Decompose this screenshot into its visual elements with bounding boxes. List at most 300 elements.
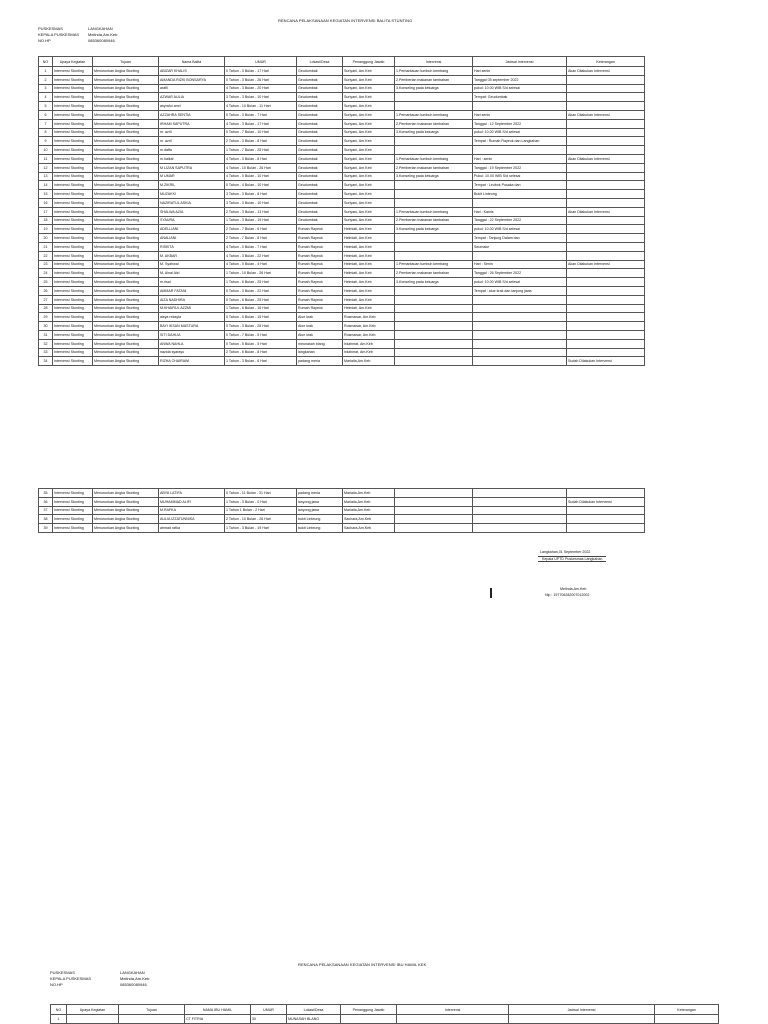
table-cell: Irdahmat, Am.Keb xyxy=(343,348,395,357)
table-row xyxy=(39,190,645,199)
table-cell xyxy=(567,339,645,348)
table-cell: 3.Konseling pada keluarga xyxy=(395,172,473,181)
table-cell: AMANDA RIZKI BONSARYA xyxy=(159,75,225,84)
table-cell: 32 xyxy=(39,339,53,348)
table-cell: 9 xyxy=(39,137,53,146)
table-row xyxy=(39,234,645,243)
cursor-mark xyxy=(490,588,492,598)
table-cell: 1 Tahun - 7 Bulan - 25 Hari xyxy=(225,146,297,155)
table-row xyxy=(39,339,645,348)
table-cell: 10 xyxy=(39,146,53,155)
table-cell: Intervensi Stunting xyxy=(53,207,93,216)
table-cell: Intervensi Stunting xyxy=(53,137,93,146)
column-header: UMUR xyxy=(225,57,297,67)
table-cell: BAYI IKSAN MASTURA xyxy=(159,322,225,331)
table-cell: 2.Pemberian makanan tambahan xyxy=(395,216,473,225)
table-cell xyxy=(473,348,567,357)
table-row xyxy=(39,128,645,137)
table-cell xyxy=(567,515,645,524)
table-cell: CT FITRIA xyxy=(185,1015,251,1024)
table-cell xyxy=(395,286,473,295)
table-cell: ANWA NAHLA xyxy=(159,339,225,348)
table-cell: Suriyani, Am.Keb xyxy=(343,128,395,137)
table-cell: pukul: 10.00 WIB S/d selesai xyxy=(473,278,567,287)
table-cell: Menurunkan Angka Stunting xyxy=(93,322,159,331)
table-cell xyxy=(395,506,473,515)
table-cell: Tempat: Geudumbak xyxy=(473,93,567,102)
table-cell: 3 xyxy=(39,84,53,93)
table-cell: 22 xyxy=(39,251,53,260)
table-cell: 39 xyxy=(39,524,53,533)
table-cell: AZWAR AULIA xyxy=(159,93,225,102)
table-cell: Suriyani, Am.Keb xyxy=(343,93,395,102)
table-cell: ABYA LATIFA xyxy=(159,489,225,498)
table-row xyxy=(39,163,645,172)
table-cell: Tempat : alue krak dan tanjong jawa xyxy=(473,286,567,295)
table-cell: Hari : Kamis xyxy=(473,207,567,216)
table-cell: nazida syarayu xyxy=(159,348,225,357)
info2-value-kepala: Melinda,Am.Keb xyxy=(120,976,150,981)
table-cell xyxy=(395,102,473,111)
table-cell: Tempat : Rumah Rayeuk dan Langkahan xyxy=(473,137,567,146)
table-cell: 1 xyxy=(39,67,53,76)
table-cell: Menurunkan Angka Stunting xyxy=(93,234,159,243)
column-header: NAMA IBU HAMIL xyxy=(185,1005,251,1015)
table-header-row xyxy=(39,57,645,67)
table-cell: 26 xyxy=(39,286,53,295)
table-row xyxy=(39,357,645,366)
table-cell xyxy=(567,216,645,225)
table-cell xyxy=(395,198,473,207)
table-cell: Menurunkan Angka Stunting xyxy=(93,304,159,313)
table-cell: 2 Tahun - 10 Bulan - 26 Hari xyxy=(225,515,297,524)
table-cell: Helmiati, Am.Keb xyxy=(343,295,395,304)
table-cell: Geudumbak xyxy=(297,93,343,102)
table-cell: Alue krak xyxy=(297,313,343,322)
table-cell: Tanggal : 19 September 2022 xyxy=(473,163,567,172)
table-cell: 16 xyxy=(39,198,53,207)
table-cell: 4 Tahun - 0 Bulan - 4 Hari xyxy=(225,260,297,269)
table-cell: Suriyani, Am.Keb xyxy=(343,75,395,84)
table-row xyxy=(39,330,645,339)
column-header: Keterangan xyxy=(655,1005,719,1015)
table-cell: SHALWA AZIA xyxy=(159,207,225,216)
table-cell: Intervensi Stunting xyxy=(53,181,93,190)
table-cell: Intervensi Stunting xyxy=(53,313,93,322)
table-row xyxy=(39,137,645,146)
table-cell xyxy=(473,322,567,331)
table-cell: 37 xyxy=(39,506,53,515)
table-cell: Rosmawar, Am.Keb xyxy=(343,322,395,331)
table-row xyxy=(39,172,645,181)
table-cell xyxy=(395,348,473,357)
table-cell: Menurunkan Angka Stunting xyxy=(93,225,159,234)
table-cell xyxy=(395,304,473,313)
table-cell xyxy=(567,234,645,243)
table-cell: Helmiati, Am.Keb xyxy=(343,251,395,260)
table-row xyxy=(39,278,645,287)
table-cell xyxy=(567,119,645,128)
table-cell: Tanggal : 26 September 2022 xyxy=(473,269,567,278)
table-cell xyxy=(395,190,473,199)
info-label-kepala: KEPALA PUSKESMAS xyxy=(38,32,80,37)
column-header: Lokasi/Desa xyxy=(297,57,343,67)
table-cell: Menurunkan Angka Stunting xyxy=(93,198,159,207)
table-cell: Helmiati, Am.Keb xyxy=(343,225,395,234)
table-cell: 1.Pemantauan tumbuh kembang xyxy=(395,154,473,163)
table-cell: M. AKBAR xyxy=(159,251,225,260)
table-cell: Intervensi Stunting xyxy=(53,102,93,111)
table-cell: 1 Tahun - 3 Bulan - 6 Hari xyxy=(225,357,297,366)
table-cell: Suriyani, Am.Keb xyxy=(343,207,395,216)
stunting-table xyxy=(38,56,645,366)
table-cell: Tempat : Leubok Pusaka dan xyxy=(473,181,567,190)
table-cell xyxy=(567,251,645,260)
table-row xyxy=(39,102,645,111)
info2-label-nohp: NO.HP xyxy=(50,982,63,987)
table-cell: 24 xyxy=(39,269,53,278)
table-cell xyxy=(473,357,567,366)
table-cell xyxy=(395,330,473,339)
table-cell xyxy=(473,146,567,155)
table-cell xyxy=(67,1015,119,1024)
table-cell: Akan Dilakukan Intervensi xyxy=(567,110,645,119)
table-cell xyxy=(567,225,645,234)
table-cell: 1 Tahun - 6 Bulan - 16 Hari xyxy=(225,304,297,313)
table-cell: Menurunkan Angka Stunting xyxy=(93,357,159,366)
table-cell xyxy=(567,313,645,322)
table-cell: 36 xyxy=(39,497,53,506)
table-row xyxy=(39,348,645,357)
column-header: Tujuan xyxy=(119,1005,185,1015)
column-header: NO xyxy=(51,1005,67,1015)
table-cell: Rumah Rayeuk xyxy=(297,278,343,287)
table-cell xyxy=(567,269,645,278)
table-row xyxy=(39,181,645,190)
table-cell: AMMAR FATANI xyxy=(159,286,225,295)
table-cell: Marlaila,Am.Keb xyxy=(343,489,395,498)
table-cell: 4 Tahun - 3 Bulan - 17 Hari xyxy=(225,119,297,128)
table-cell xyxy=(473,304,567,313)
table-cell xyxy=(567,524,645,533)
table-cell: ANALIANI xyxy=(159,234,225,243)
table-cell: Suriyani, Am.Keb xyxy=(343,102,395,111)
table-cell: Menurunkan Angka Stunting xyxy=(93,207,159,216)
table-cell: M UMAR xyxy=(159,172,225,181)
table-cell: Intervensi Stunting xyxy=(53,506,93,515)
table-cell: Suriyani, Am.Keb xyxy=(343,172,395,181)
table-cell: Intervensi Stunting xyxy=(53,251,93,260)
table-cell: 23 xyxy=(39,260,53,269)
table-cell: 4 Tahun - 3 Bulan - 8 Hari xyxy=(225,154,297,163)
table-cell: Intervensi Stunting xyxy=(53,93,93,102)
table-cell: Helmiati, Am.Keb xyxy=(343,286,395,295)
table-cell: padang meria xyxy=(297,357,343,366)
stunting-table-continued xyxy=(38,488,645,533)
table-cell: Intervensi Stunting xyxy=(53,339,93,348)
table-cell: 0 Tahun - 3 Bulan - 28 Hari xyxy=(225,322,297,331)
column-header: Intervensi xyxy=(397,1005,509,1015)
table-cell: Intervensi Stunting xyxy=(53,348,93,357)
table-cell: Menurunkan Angka Stunting xyxy=(93,260,159,269)
table-cell: Suriyani, Am.Keb xyxy=(343,198,395,207)
table-cell xyxy=(473,489,567,498)
table-cell xyxy=(473,295,567,304)
column-header: Upaya Kegiatan xyxy=(53,57,93,67)
table-cell: SYAURA xyxy=(159,216,225,225)
table-cell: 2 Tahun - 7 Bulan - 6 Hari xyxy=(225,225,297,234)
column-header: UMUR xyxy=(251,1005,287,1015)
table-cell: Intervensi Stunting xyxy=(53,497,93,506)
table-cell: Menurunkan Angka Stunting xyxy=(93,110,159,119)
table-cell: 17 xyxy=(39,207,53,216)
table-cell: Geudumbak xyxy=(297,102,343,111)
table-cell: 0 Tahun - 3 Bulan - 26 Hari xyxy=(225,75,297,84)
table-cell: Rumah Rayeuk xyxy=(297,304,343,313)
table-cell: 3.Konseling pada keluarga xyxy=(395,84,473,93)
table-row xyxy=(39,295,645,304)
table-cell: Sachara,Am.Keb xyxy=(343,515,395,524)
table-cell: 6 xyxy=(39,110,53,119)
table-cell xyxy=(473,515,567,524)
table-cell: Menurunkan Angka Stunting xyxy=(93,524,159,533)
table-cell: Geudumbak xyxy=(297,75,343,84)
table-cell xyxy=(395,313,473,322)
table-cell xyxy=(567,93,645,102)
table-cell: Menurunkan Angka Stunting xyxy=(93,128,159,137)
table-cell: 15 xyxy=(39,190,53,199)
table-cell: Geudumbak xyxy=(297,163,343,172)
table-cell: Menurunkan Angka Stunting xyxy=(93,251,159,260)
table-cell: m. azril xyxy=(159,128,225,137)
column-header: Penanggung Jawab xyxy=(341,1005,397,1015)
table-cell xyxy=(567,286,645,295)
table-cell xyxy=(395,181,473,190)
table-cell: Menurunkan Angka Stunting xyxy=(93,154,159,163)
table-cell: pukul: 10.00 WIB S/d selesai xyxy=(473,84,567,93)
table-row xyxy=(39,269,645,278)
table-row xyxy=(39,322,645,331)
table-cell: Helmiati, Am.Keb xyxy=(343,269,395,278)
table-cell: padang meria xyxy=(297,489,343,498)
table-cell: 1 Tahun - 6 Bulan - 25 Hari xyxy=(225,278,297,287)
table-cell: Intervensi Stunting xyxy=(53,67,93,76)
table-cell xyxy=(567,489,645,498)
table-cell: 1 Tahun - 3 Bulan - 19 Hari xyxy=(225,216,297,225)
table-cell: Hari senin xyxy=(473,67,567,76)
table-cell: Rumah Rayeuk xyxy=(297,269,343,278)
table-cell: 27 xyxy=(39,295,53,304)
doc2-title: RENCANA PELAKSANAAN KEGIATAN INTERVENSI IBU HAMIL KEK xyxy=(298,962,427,967)
table-cell xyxy=(395,93,473,102)
table-cell: Menurunkan Angka Stunting xyxy=(93,216,159,225)
table-cell: 28 xyxy=(39,304,53,313)
table-cell: M LIZAN SAPUTRA xyxy=(159,163,225,172)
table-cell: Marlaila,Am.Keb xyxy=(343,497,395,506)
table-cell: Menurunkan Angka Stunting xyxy=(93,506,159,515)
table-cell: 2 xyxy=(39,75,53,84)
table-cell: Helmiati, Am.Keb xyxy=(343,234,395,243)
ibu-hamil-table xyxy=(50,1004,719,1024)
table-row xyxy=(39,93,645,102)
table-cell: 34 xyxy=(39,357,53,366)
table-cell: Suriyani, Am.Keb xyxy=(343,67,395,76)
table-cell: Rosmawar, Am.Keb xyxy=(343,313,395,322)
table-row xyxy=(39,75,645,84)
table-cell: Menurunkan Angka Stunting xyxy=(93,269,159,278)
info-label-puskesmas: PUSKESMAS xyxy=(38,26,63,31)
table-cell: 4 Tahun - 3 Bulan - 20 Hari xyxy=(225,84,297,93)
table-cell: Menurunkan Angka Stunting xyxy=(93,497,159,506)
table-cell: ahmad rafka xyxy=(159,524,225,533)
table-cell: RIZHA CHAIRAWI xyxy=(159,357,225,366)
table-cell xyxy=(567,322,645,331)
table-cell: Geudumbak xyxy=(297,154,343,163)
table-cell: 2 Tahun - 3 Bulan - 8 Hari xyxy=(225,137,297,146)
table-cell: bukit Linteung xyxy=(297,524,343,533)
table-row xyxy=(39,216,645,225)
table-cell: Intervensi Stunting xyxy=(53,330,93,339)
table-cell: 1.Pemantauan tumbuh kembang xyxy=(395,260,473,269)
table-cell: M.RAFKA xyxy=(159,506,225,515)
table-cell xyxy=(567,330,645,339)
table-cell: asyraful amri xyxy=(159,102,225,111)
table-cell: 14 xyxy=(39,181,53,190)
table-cell: 11 xyxy=(39,154,53,163)
column-header: Jadwal Intervensi xyxy=(509,1005,655,1015)
table-cell: 4 Tahun - 0 Bulan - 7 Hari xyxy=(225,242,297,251)
table-cell: 1 Tahun 1 Bulan - 2 Hari xyxy=(225,506,297,515)
table-row xyxy=(39,260,645,269)
table-cell: 4 xyxy=(39,93,53,102)
table-cell xyxy=(395,322,473,331)
table-cell: Suriyani, Am.Keb xyxy=(343,146,395,155)
table-cell xyxy=(567,348,645,357)
table-cell: 0 Tahun - 11 Bulan - 31 Hari xyxy=(225,489,297,498)
table-row xyxy=(39,524,645,533)
table-cell: arafll xyxy=(159,84,225,93)
table-row xyxy=(39,110,645,119)
table-cell xyxy=(473,313,567,322)
table-cell: Pukul: 10.00 WIB S/d selesai xyxy=(473,172,567,181)
table-cell: Intervensi Stunting xyxy=(53,190,93,199)
table-row xyxy=(39,84,645,93)
table-cell: Tanggal 05 september 2022 xyxy=(473,75,567,84)
table-cell: Marlaila,Am.Keb xyxy=(343,506,395,515)
table-cell: 2.Pemberian makanan tambahan xyxy=(395,163,473,172)
table-cell: Menurunkan Angka Stunting xyxy=(93,172,159,181)
table-cell: 19 xyxy=(39,225,53,234)
table-cell: 2 Tahun - 6 Bulan - 8 Hari xyxy=(225,348,297,357)
table-cell: 4 Tahun - 0 Bulan - 10 Hari xyxy=(225,172,297,181)
table-cell: Intervensi Stunting xyxy=(53,295,93,304)
table-cell xyxy=(567,198,645,207)
table-cell: Intervensi Stunting xyxy=(53,163,93,172)
table-cell: 2.Pemberian makanan tambahan xyxy=(395,119,473,128)
table-cell: pukul: 10.00 WIB S/d selesai xyxy=(473,128,567,137)
table-cell: 35 xyxy=(39,489,53,498)
table-cell: Suriyani, Am.Keb xyxy=(343,216,395,225)
info-label-nohp: NO.HP xyxy=(38,38,51,43)
table-cell: Geudumbak xyxy=(297,216,343,225)
table-row xyxy=(39,515,645,524)
info2-value-nohp: 085360080946 xyxy=(120,982,147,987)
table-cell: Helmiati, Am.Keb xyxy=(343,278,395,287)
table-cell: Menurunkan Angka Stunting xyxy=(93,278,159,287)
table-cell: 29 xyxy=(39,313,53,322)
table-cell: Menurunkan Angka Stunting xyxy=(93,93,159,102)
table-cell: Intervensi Stunting xyxy=(53,489,93,498)
table-cell: Menurunkan Angka Stunting xyxy=(93,119,159,128)
table-cell: 0 Tahun - 5 Bulan - 5 Hari xyxy=(225,339,297,348)
table-cell: Helmiati, Am.Keb xyxy=(343,304,395,313)
table-cell xyxy=(395,489,473,498)
table-cell: 1 Tahun - 3 Bulan - 19 Hari xyxy=(225,524,297,533)
table-cell: IRHAM SAPUTRA xyxy=(159,119,225,128)
table-cell: Menurunkan Angka Stunting xyxy=(93,295,159,304)
table-cell: 0 Tahun - 3 Bulan - 7 Hari xyxy=(225,110,297,119)
column-header: Lokasi/Desa xyxy=(287,1005,341,1015)
table-cell: Menurunkan Angka Stunting xyxy=(93,339,159,348)
table-cell xyxy=(473,330,567,339)
table-cell xyxy=(473,198,567,207)
table-cell: 1 Tahun - 3 Bulan - 0 Hari xyxy=(225,497,297,506)
table-cell: 3.Konseling pada keluarga xyxy=(395,278,473,287)
table-cell xyxy=(473,251,567,260)
table-row xyxy=(39,67,645,76)
column-header: Tujuan xyxy=(93,57,159,67)
table-cell: Akan Dilakukan Intervensi xyxy=(567,260,645,269)
table-cell: Menurunkan Angka Stunting xyxy=(93,489,159,498)
table-cell: Intervensi Stunting xyxy=(53,242,93,251)
table-cell: Suriyani, Am.Keb xyxy=(343,110,395,119)
table-cell: 0 Tahun - 5 Bulan - 15 Hari xyxy=(225,313,297,322)
table-cell: Rumah Rayeuk xyxy=(297,225,343,234)
table-cell: Menurunkan Angka Stunting xyxy=(93,84,159,93)
table-cell: Rosmawar, Am.Keb xyxy=(343,330,395,339)
table-cell: ADELLIANI xyxy=(159,225,225,234)
table-cell xyxy=(395,357,473,366)
table-cell: 3.Konseling pada keluarga xyxy=(395,225,473,234)
table-cell: Suriyani, Am.Keb xyxy=(343,119,395,128)
table-cell: Akan Dilakukan Intervensi xyxy=(567,207,645,216)
table-cell xyxy=(567,102,645,111)
table-row xyxy=(39,286,645,295)
table-cell: M. Alnal Aizi xyxy=(159,269,225,278)
info2-label-puskesmas: PUSKESMAS xyxy=(50,970,75,975)
table-cell: Intervensi Stunting xyxy=(53,146,93,155)
table-row xyxy=(39,506,645,515)
table-cell xyxy=(567,75,645,84)
table-cell xyxy=(567,128,645,137)
table-cell: Suriyani, Am.Keb xyxy=(343,84,395,93)
table-cell xyxy=(567,506,645,515)
table-cell xyxy=(567,146,645,155)
table-row xyxy=(39,242,645,251)
table-cell: Intervensi Stunting xyxy=(53,269,93,278)
table-cell: 0 Tahun - 6 Bulan - 25 Hari xyxy=(225,295,297,304)
table-cell xyxy=(567,163,645,172)
table-cell: Geudumbak xyxy=(297,110,343,119)
table-cell: 1.Pemantauan tumbuh kembang xyxy=(395,110,473,119)
table-cell: 0 Tahun - 3 Bulan - 17 Hari xyxy=(225,67,297,76)
table-cell xyxy=(395,497,473,506)
column-header: Jadwal Intervensi xyxy=(473,57,567,67)
table-row xyxy=(39,146,645,155)
table-cell: Intervensi Stunting xyxy=(53,119,93,128)
table-cell: 38 xyxy=(39,515,53,524)
table-cell: AULIA IZZATUNNISA xyxy=(159,515,225,524)
